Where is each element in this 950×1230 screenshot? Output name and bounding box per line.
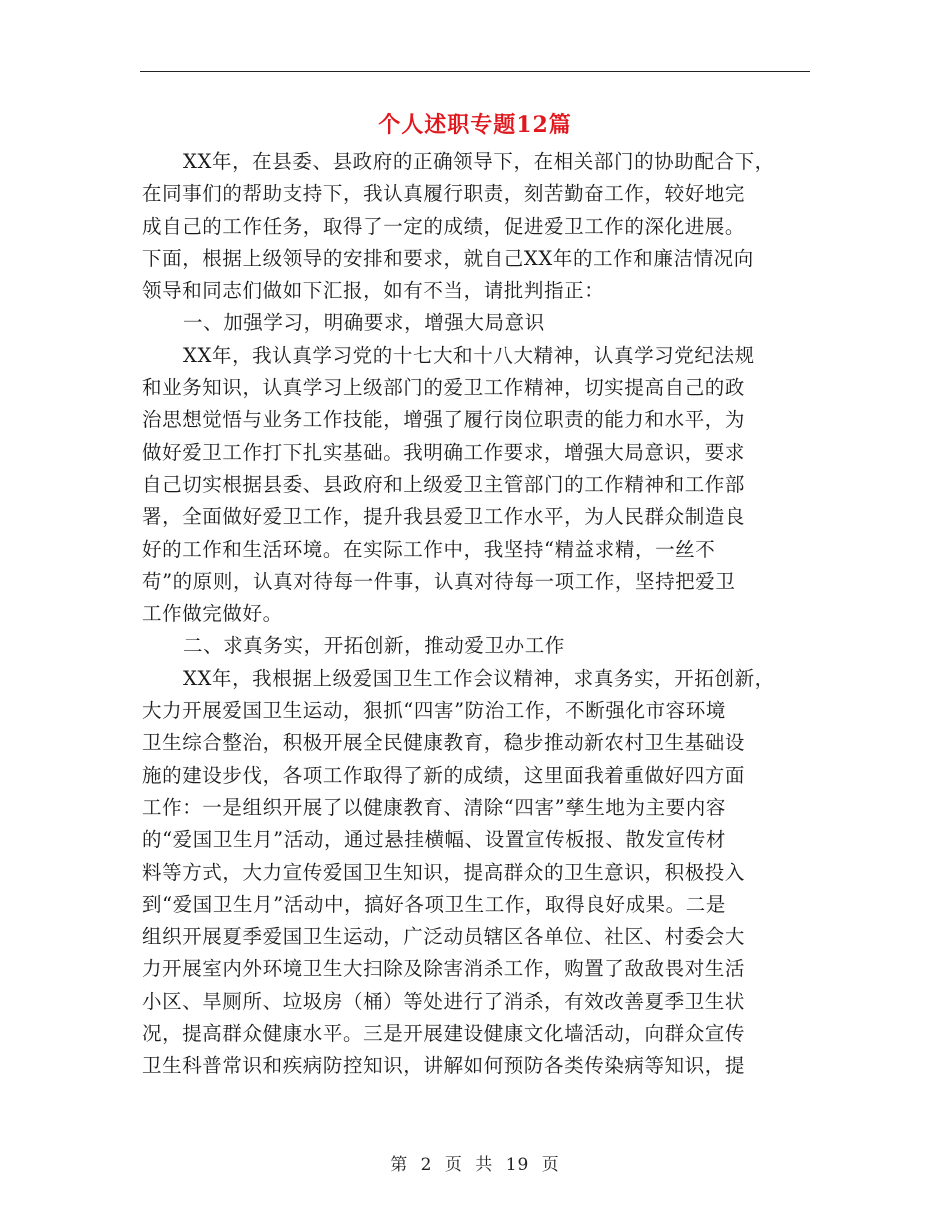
text-line: XX年，我根据上级爱国卫生工作会议精神，求真务实，开拓创新， xyxy=(183,666,775,690)
text-line: 好的工作和生活环境。在实际工作中，我坚持“精益求精，一丝不 xyxy=(142,537,716,561)
text-line: 料等方式，大力宣传爱国卫生知识，提高群众的卫生意识，积极投入 xyxy=(142,860,746,884)
text-line: XX年，我认真学习党的十七大和十八大精神，认真学习党纪法规 xyxy=(183,343,755,367)
page-footer: 第 2 页 共 19 页 xyxy=(390,1155,560,1175)
text-line: 卫生综合整治，积极开展全民健康教育，稳步推动新农村卫生基础设 xyxy=(142,731,746,755)
text-line: 和业务知识，认真学习上级部门的爱卫工作精神，切实提高自己的政 xyxy=(142,376,746,400)
text-line: 治思想觉悟与业务工作技能，增强了履行岗位职责的能力和水平，为 xyxy=(142,408,746,432)
text-line: 组织开展夏季爱国卫生运动，广泛动员辖区各单位、社区、村委会大 xyxy=(142,925,746,949)
text-line: 小区、旱厕所、垃圾房（桶）等处进行了消杀，有效改善夏季卫生状 xyxy=(142,989,746,1013)
text-line: 的“爱国卫生月”活动，通过悬挂横幅、设置宣传板报、散发宣传材 xyxy=(142,828,726,852)
text-line: 领导和同志们做如下汇报，如有不当，请批判指正： xyxy=(142,279,605,303)
document-title: 个人述职专题12篇 xyxy=(378,112,572,138)
text-line: 况，提高群众健康水平。三是开展建设健康文化墙活动，向群众宣传 xyxy=(142,1022,746,1046)
text-line: 下面，根据上级领导的安排和要求，就自己XX年的工作和廉洁情况向 xyxy=(142,246,754,270)
text-line: 工作：一是组织开展了以健康教育、清除“四害”孳生地为主要内容 xyxy=(142,795,726,819)
text-line: 大力开展爱国卫生运动，狠抓“四害”防治工作，不断强化市容环境 xyxy=(142,699,726,723)
text-line: 卫生科普常识和疾病防控知识，讲解如何预防各类传染病等知识，提 xyxy=(142,1054,746,1078)
header-rule xyxy=(140,71,810,72)
text-line: 自己切实根据县委、县政府和上级爱卫主管部门的工作精神和工作部 xyxy=(142,472,746,496)
text-line: 二、求真务实，开拓创新，推动爱卫办工作 xyxy=(183,634,565,658)
text-line: 做好爱卫工作打下扎实基础。我明确工作要求，增强大局意识，要求 xyxy=(142,440,746,464)
text-line: 到“爱国卫生月”活动中，搞好各项卫生工作，取得良好成果。二是 xyxy=(142,892,726,916)
text-line: 在同事们的帮助支持下，我认真履行职责，刻苦勤奋工作，较好地完 xyxy=(142,182,746,206)
text-line: 工作做完做好。 xyxy=(142,602,283,626)
text-line: 成自己的工作任务，取得了一定的成绩，促进爱卫工作的深化进展。 xyxy=(142,214,746,238)
document-body xyxy=(142,146,810,1083)
text-line: 施的建设步伐，各项工作取得了新的成绩，这里面我着重做好四方面 xyxy=(142,763,746,787)
text-line: 力开展室内外环境卫生大扫除及除害消杀工作，购置了敌敌畏对生活 xyxy=(142,957,746,981)
text-line: 署，全面做好爱卫工作，提升我县爱卫工作水平，为人民群众制造良 xyxy=(142,505,746,529)
text-line: 一、加强学习，明确要求，增强大局意识 xyxy=(183,311,545,335)
text-line: XX年，在县委、县政府的正确领导下，在相关部门的协助配合下， xyxy=(183,150,775,173)
text-line: 苟”的原则，认真对待每一件事，认真对待每一项工作，坚持把爱卫 xyxy=(142,569,736,593)
